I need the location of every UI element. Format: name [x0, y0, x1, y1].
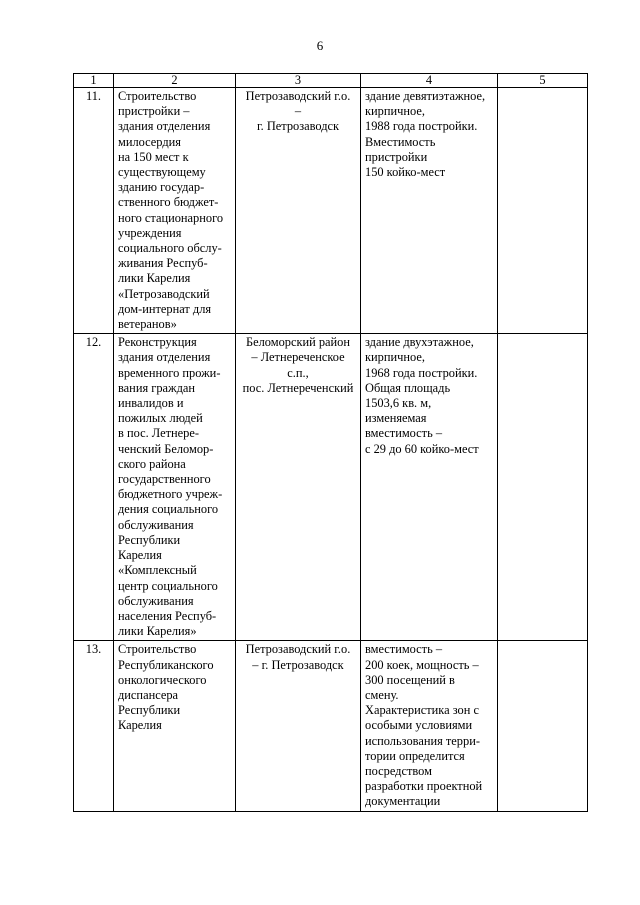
- object-name-line: Республики: [118, 532, 181, 547]
- location-line: пос. Летнереченский: [242, 380, 354, 395]
- characteristics-line: Общая площадь: [365, 380, 451, 395]
- object-name-line: здания отделения: [118, 119, 211, 134]
- characteristics-line: использования терри-: [365, 733, 480, 748]
- object-name-cell: [114, 334, 236, 641]
- object-name-line: ченский Беломор-: [118, 441, 214, 456]
- column-header: 1: [74, 74, 114, 88]
- characteristics-line: изменяемая: [365, 411, 427, 426]
- characteristics-line: с 29 до 60 койко-мест: [365, 441, 479, 456]
- characteristics-line: пристройки: [365, 149, 428, 164]
- characteristics-line: здание двухэтажное,: [365, 335, 474, 350]
- object-name-line: обслуживания: [118, 593, 194, 608]
- object-name-line: пристройки –: [118, 104, 190, 119]
- location-line: – Летнереченское: [251, 350, 345, 365]
- object-name-line: в пос. Летнере-: [118, 426, 199, 441]
- object-name-line: ветеранов»: [118, 317, 177, 332]
- object-name-line: Реконструкция: [118, 335, 197, 350]
- objects-table: [73, 73, 588, 812]
- object-name-line: временного прожи-: [118, 365, 221, 380]
- characteristics-line: 1968 года постройки.: [365, 365, 478, 380]
- characteristics-line: кирпичное,: [365, 350, 425, 365]
- object-name-line: «Петрозаводский: [118, 286, 210, 301]
- characteristics-line: здание девятиэтажное,: [365, 89, 486, 103]
- row-number: 13.: [74, 641, 114, 811]
- characteristics-line: 300 посещений в: [365, 672, 455, 687]
- location-line: – г. Петрозаводск: [252, 657, 344, 672]
- row-number: 12.: [74, 334, 114, 641]
- characteristics-line: 1503,6 кв. м,: [365, 396, 432, 411]
- object-name-line: обслуживания: [118, 517, 194, 532]
- object-name-line: учреждения: [118, 225, 182, 240]
- object-name-line: здания отделения: [118, 350, 211, 365]
- object-name-line: лики Карелия»: [118, 624, 197, 639]
- page-number: 6: [316, 38, 324, 53]
- object-name-line: лики Карелия: [118, 271, 191, 286]
- object-name-line: на 150 мест к: [118, 149, 189, 164]
- characteristics-line: посредством: [365, 763, 432, 778]
- object-name-line: Республики: [118, 703, 181, 718]
- location-line: Петрозаводский г.о.: [245, 89, 351, 103]
- object-name-line: инвалидов и: [118, 396, 184, 411]
- column-header: 5: [498, 74, 588, 88]
- characteristics-line: документации: [365, 794, 441, 809]
- column-header: 3: [236, 74, 361, 88]
- characteristics-line: 150 койко-мест: [365, 165, 446, 180]
- object-name-line: ного стационарного: [118, 210, 224, 225]
- object-name-line: зданию государ-: [118, 180, 205, 195]
- location-cell: [236, 334, 361, 641]
- object-name-line: существующему: [118, 165, 206, 180]
- characteristics-line: 200 коек, мощность –: [365, 657, 479, 672]
- location-line: Беломорский район: [245, 335, 351, 350]
- table-row: [74, 641, 588, 811]
- row-number: 11.: [74, 88, 114, 334]
- object-name-line: социального обслу-: [118, 241, 222, 256]
- characteristics-line: смену.: [365, 687, 399, 702]
- characteristics-cell: [361, 334, 498, 641]
- object-name-cell: [114, 88, 236, 334]
- location-cell: [236, 641, 361, 811]
- object-name-line: дения социального: [118, 502, 219, 517]
- location-line: Петрозаводский г.о.: [245, 642, 351, 657]
- object-name-line: центр социального: [118, 578, 218, 593]
- notes-cell: [498, 641, 588, 811]
- location-line: –: [294, 104, 302, 119]
- object-name-line: живания Респуб-: [118, 256, 208, 271]
- characteristics-line: особыми условиями: [365, 718, 473, 733]
- object-name-line: бюджетного учреж-: [118, 487, 223, 502]
- characteristics-line: вместимость –: [365, 426, 443, 441]
- object-name-line: милосердия: [118, 134, 181, 149]
- object-name-line: вания граждан: [118, 380, 196, 395]
- table-row: [74, 88, 588, 334]
- column-header: 2: [114, 74, 236, 88]
- object-name-line: государственного: [118, 472, 211, 487]
- object-name-line: онкологического: [118, 672, 207, 687]
- characteristics-line: кирпичное,: [365, 104, 425, 119]
- object-name-cell: [114, 641, 236, 811]
- location-cell: [236, 88, 361, 334]
- object-name-line: Республиканского: [118, 657, 214, 672]
- object-name-line: Строительство: [118, 642, 197, 657]
- table-row: [74, 334, 588, 641]
- location-line: г. Петрозаводск: [256, 119, 340, 134]
- object-name-line: Карелия: [118, 718, 162, 733]
- object-name-line: пожилых людей: [118, 411, 203, 426]
- notes-cell: [498, 334, 588, 641]
- characteristics-line: Характеристика зон с: [365, 703, 479, 718]
- object-name-line: ского района: [118, 456, 186, 471]
- column-header: 4: [361, 74, 498, 88]
- object-name-line: ственного бюджет-: [118, 195, 219, 210]
- characteristics-line: разработки проектной: [365, 779, 483, 794]
- object-name-line: Карелия: [118, 548, 162, 563]
- object-name-line: дом-интернат для: [118, 301, 212, 316]
- characteristics-cell: [361, 641, 498, 811]
- object-name-line: Строительство: [118, 89, 197, 103]
- table-header-row: [74, 74, 588, 88]
- notes-cell: [498, 88, 588, 334]
- characteristics-line: вместимость –: [365, 642, 443, 657]
- characteristics-cell: [361, 88, 498, 334]
- location-line: с.п.,: [287, 365, 309, 380]
- characteristics-line: тории определится: [365, 748, 465, 763]
- object-name-line: населения Респуб-: [118, 608, 217, 623]
- object-name-line: «Комплексный: [118, 563, 197, 578]
- characteristics-line: 1988 года постройки.: [365, 119, 478, 134]
- object-name-line: диспансера: [118, 687, 179, 702]
- characteristics-line: Вместимость: [365, 134, 436, 149]
